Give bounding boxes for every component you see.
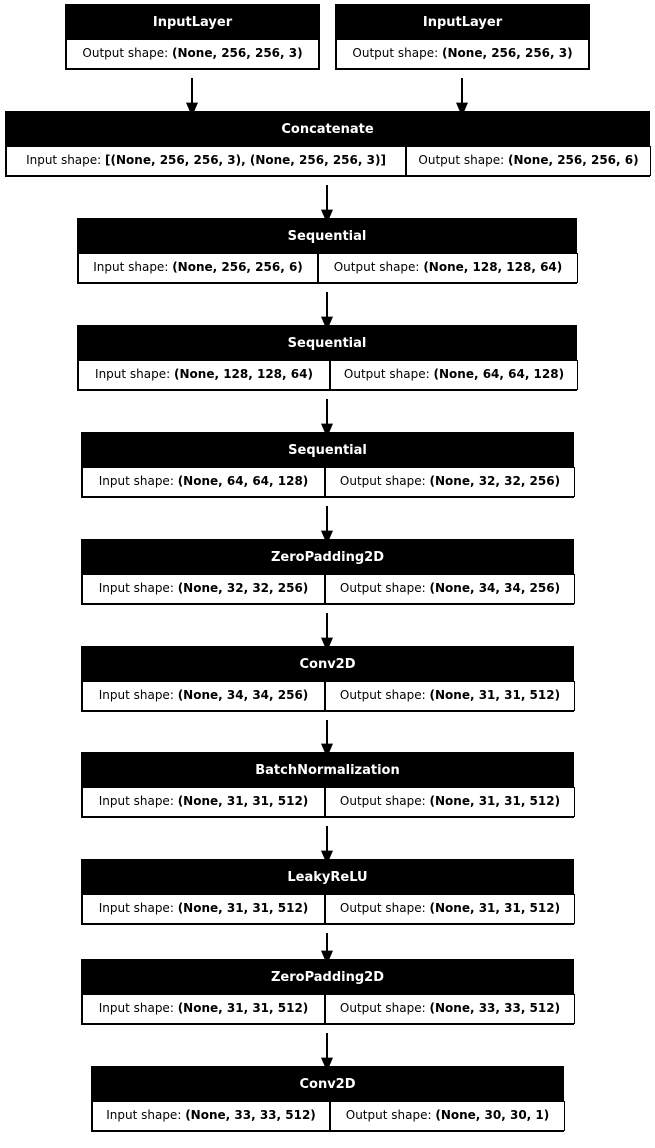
node-ports (82, 574, 573, 604)
port-value: (None, 256, 256, 6) (172, 260, 303, 274)
port-label: Output shape: (339, 794, 426, 808)
port-value: (None, 128, 128, 64) (174, 367, 313, 381)
port-label: Input shape: (93, 260, 169, 274)
node-port-output (325, 467, 575, 497)
port-label: Output shape: (339, 901, 426, 915)
port-label: Input shape: (98, 901, 174, 915)
node-port-input (78, 360, 330, 390)
graph-node-conv2d_1 (81, 646, 574, 712)
node-port-input (82, 467, 325, 497)
node-port-output (325, 894, 575, 924)
node-ports (92, 1101, 563, 1131)
graph-node-zeropadding2d_2 (81, 959, 574, 1025)
node-ports (6, 146, 649, 176)
node-title: LeakyReLU (82, 860, 573, 894)
node-port-input (92, 1101, 330, 1131)
port-value: (None, 256, 256, 3) (442, 46, 573, 60)
node-title: Sequential (78, 326, 576, 360)
port-value: (None, 33, 33, 512) (429, 1001, 561, 1015)
port-value: (None, 64, 64, 128) (433, 367, 565, 381)
port-label: Input shape: (98, 1001, 174, 1015)
graph-node-sequential2 (77, 325, 577, 391)
port-label: Input shape: (26, 153, 102, 167)
port-value: (None, 31, 31, 512) (429, 688, 561, 702)
graph-node-concatenate (5, 111, 650, 177)
node-ports (78, 253, 576, 283)
node-title: Concatenate (6, 112, 649, 146)
node-port-output (330, 360, 578, 390)
graph-node-input2 (335, 4, 590, 70)
node-title: InputLayer (336, 5, 589, 39)
port-label: Output shape: (418, 153, 505, 167)
port-value: (None, 32, 32, 256) (429, 474, 561, 488)
node-port-input (82, 994, 325, 1024)
port-label: Output shape: (345, 1108, 432, 1122)
port-label: Input shape: (95, 367, 171, 381)
node-ports (82, 681, 573, 711)
node-port-input (82, 894, 325, 924)
port-label: Output shape: (82, 46, 169, 60)
graph-node-batchnormalization (81, 752, 574, 818)
graph-node-conv2d_2 (91, 1066, 564, 1132)
graph-node-zeropadding2d_1 (81, 539, 574, 605)
port-label: Output shape: (333, 260, 420, 274)
port-value: (None, 31, 31, 512) (177, 794, 309, 808)
port-value: (None, 31, 31, 512) (429, 901, 561, 915)
node-title: Conv2D (82, 647, 573, 681)
node-ports (82, 894, 573, 924)
port-label: Output shape: (339, 1001, 426, 1015)
node-title: InputLayer (66, 5, 319, 39)
graph-node-leakyrelu (81, 859, 574, 925)
node-ports (82, 467, 573, 497)
node-port-input (82, 787, 325, 817)
port-value: (None, 64, 64, 128) (177, 474, 309, 488)
node-title: Conv2D (92, 1067, 563, 1101)
node-port-output (330, 1101, 565, 1131)
node-port-output (325, 574, 575, 604)
node-ports (82, 787, 573, 817)
node-port-output (406, 146, 651, 176)
port-value: (None, 256, 256, 6) (508, 153, 639, 167)
graph-node-sequential1 (77, 218, 577, 284)
port-value: (None, 31, 31, 512) (429, 794, 561, 808)
port-value: (None, 34, 34, 256) (177, 688, 309, 702)
node-ports (66, 39, 319, 69)
port-label: Input shape: (98, 581, 174, 595)
port-label: Output shape: (339, 474, 426, 488)
node-port-output (325, 787, 575, 817)
node-title: Sequential (78, 219, 576, 253)
port-label: Input shape: (98, 794, 174, 808)
node-port-output (325, 681, 575, 711)
port-label: Output shape: (352, 46, 439, 60)
graph-node-sequential3 (81, 432, 574, 498)
port-label: Input shape: (106, 1108, 182, 1122)
port-value: (None, 34, 34, 256) (429, 581, 561, 595)
graph-node-input1 (65, 4, 320, 70)
port-value: (None, 31, 31, 512) (177, 1001, 309, 1015)
node-ports (82, 994, 573, 1024)
port-value: (None, 31, 31, 512) (177, 901, 309, 915)
node-port-output (336, 39, 589, 69)
node-title: BatchNormalization (82, 753, 573, 787)
port-label: Output shape: (339, 688, 426, 702)
node-title: ZeroPadding2D (82, 540, 573, 574)
node-port-input (6, 146, 406, 176)
node-ports (336, 39, 589, 69)
port-label: Input shape: (98, 688, 174, 702)
port-value: (None, 256, 256, 3) (172, 46, 303, 60)
node-port-input (82, 574, 325, 604)
port-value: (None, 128, 128, 64) (423, 260, 563, 274)
port-value: (None, 30, 30, 1) (435, 1108, 550, 1122)
port-value: [(None, 256, 256, 3), (None, 256, 256, 3)] (105, 153, 386, 167)
port-label: Output shape: (343, 367, 430, 381)
node-title: Sequential (82, 433, 573, 467)
node-port-output (66, 39, 319, 69)
node-title: ZeroPadding2D (82, 960, 573, 994)
port-value: (None, 33, 33, 512) (185, 1108, 316, 1122)
node-port-output (325, 994, 575, 1024)
port-label: Input shape: (98, 474, 174, 488)
port-value: (None, 32, 32, 256) (177, 581, 309, 595)
node-port-input (78, 253, 318, 283)
node-port-input (82, 681, 325, 711)
node-port-output (318, 253, 578, 283)
node-ports (78, 360, 576, 390)
port-label: Output shape: (339, 581, 426, 595)
